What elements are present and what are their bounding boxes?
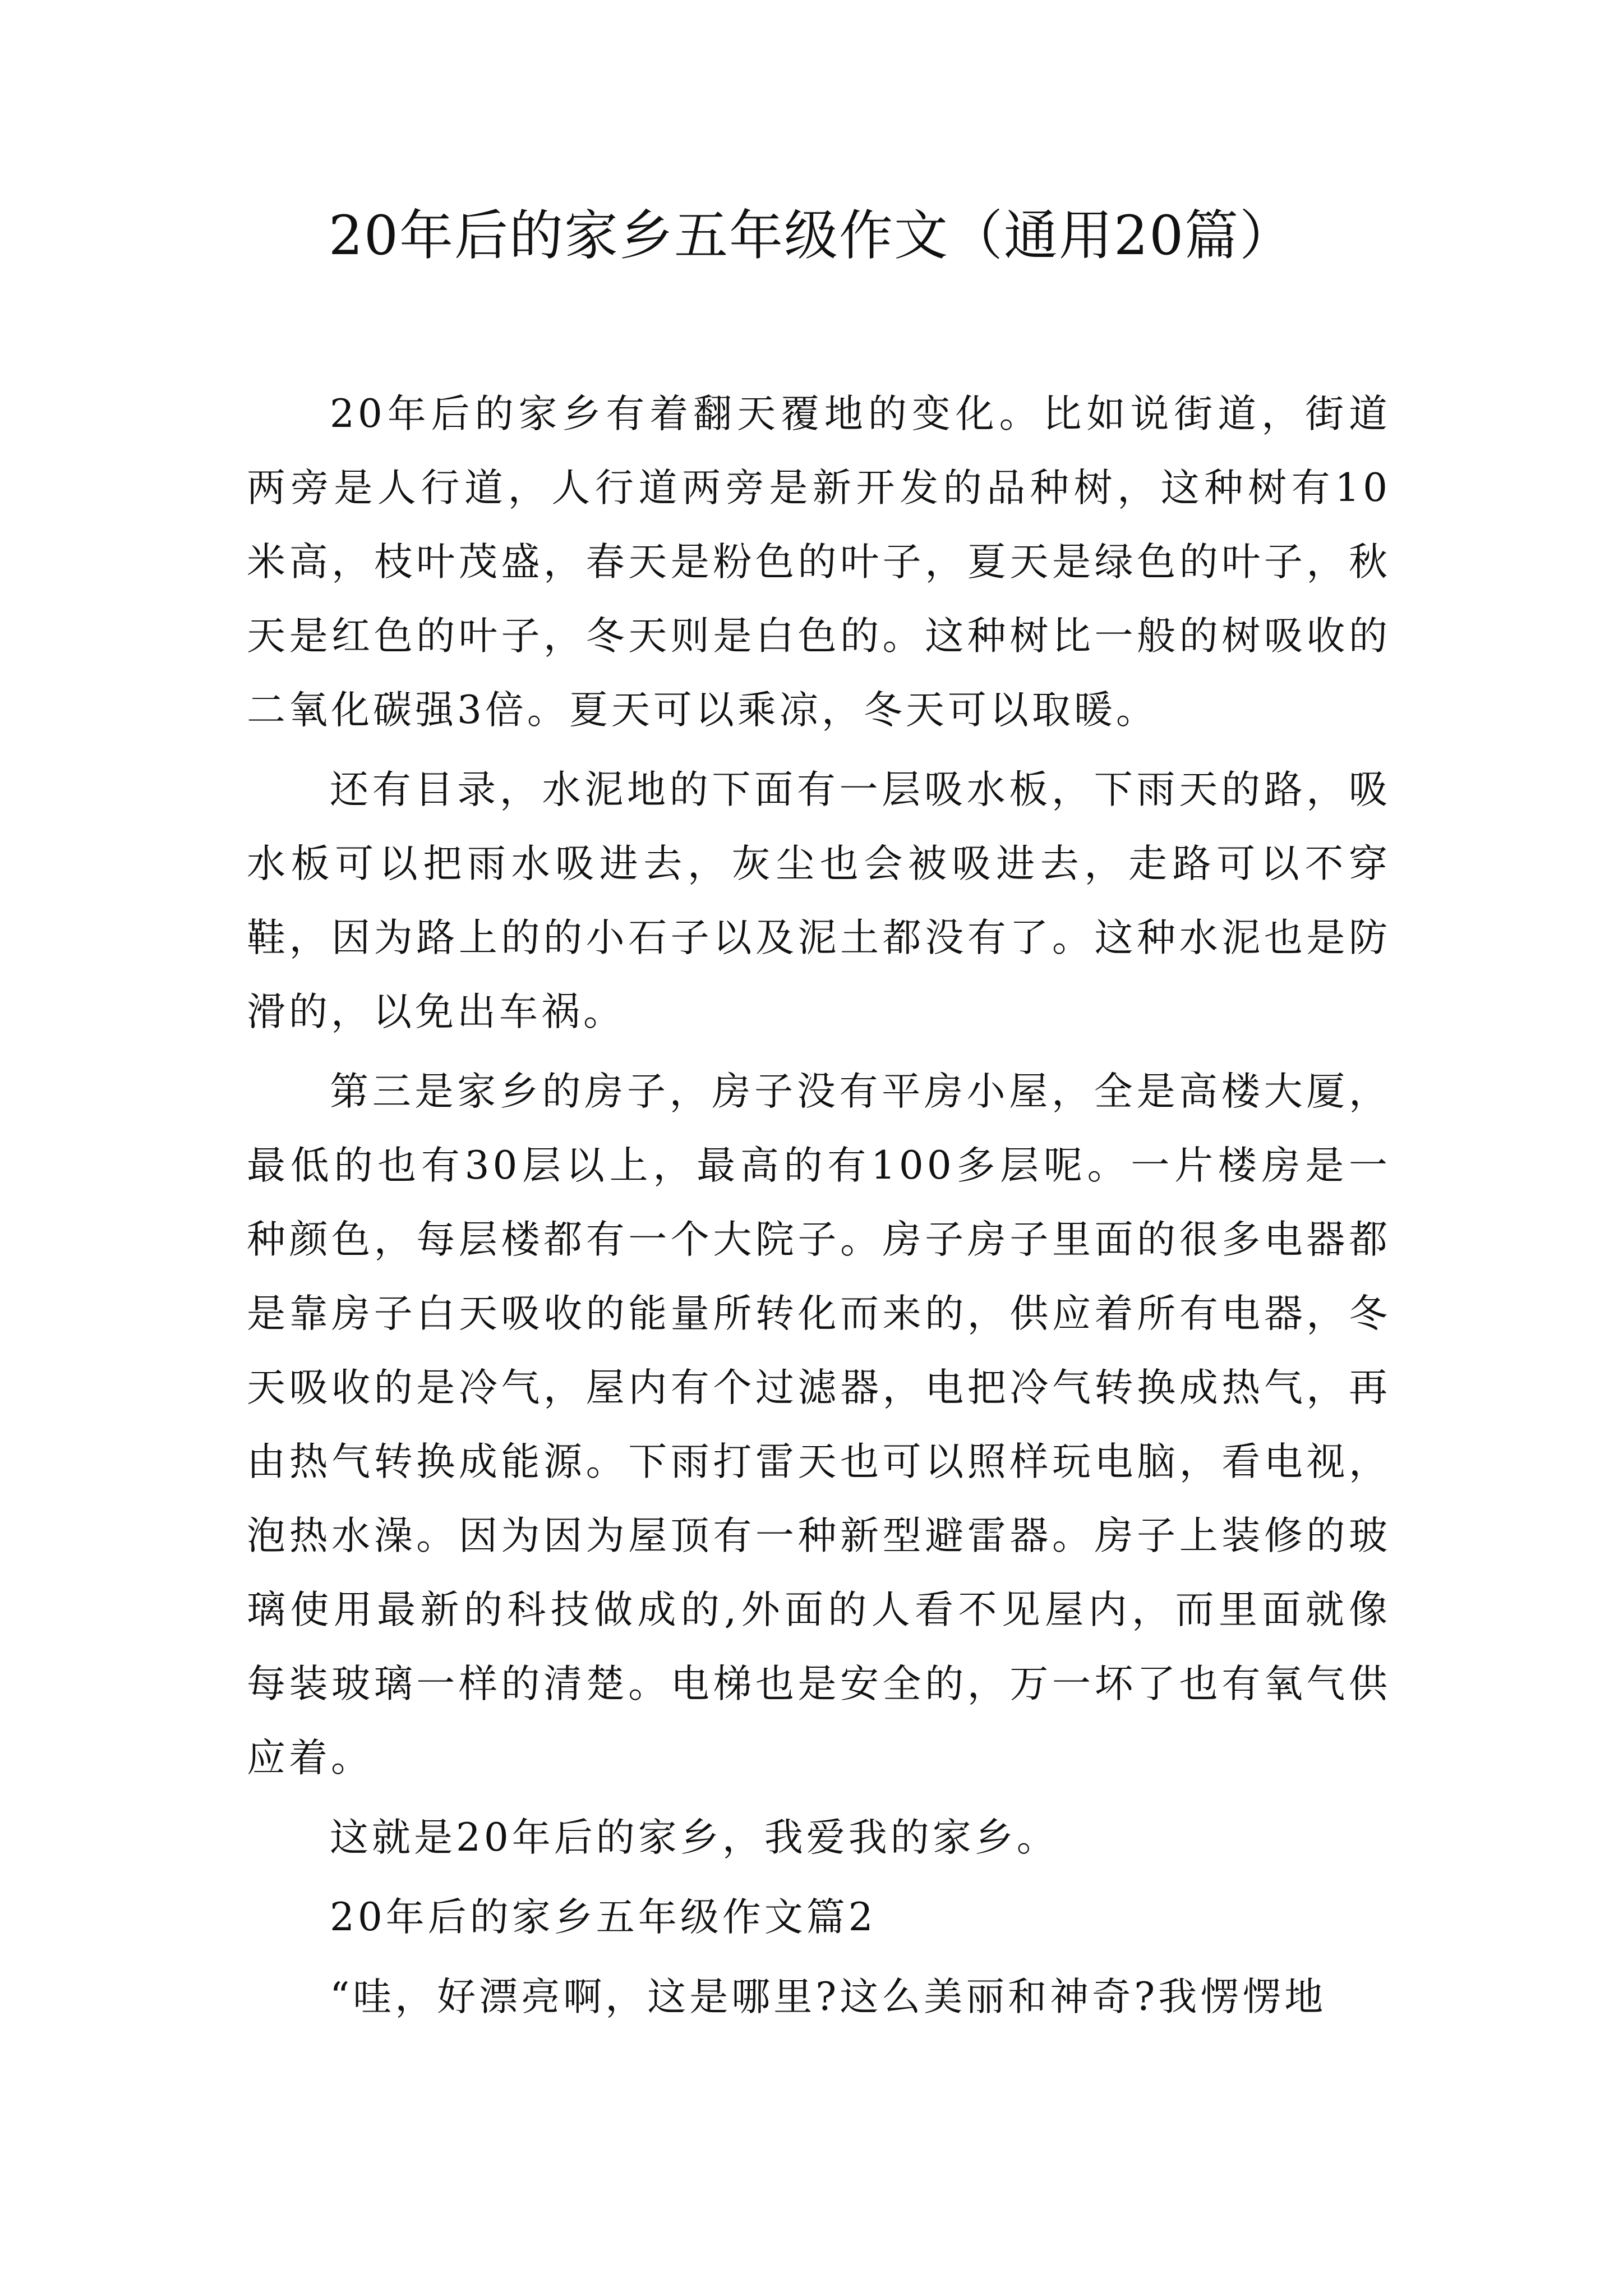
section-heading-2: 20年后的家乡五年级作文篇2 — [330, 1895, 877, 1940]
paragraph-5: “哇，好漂亮啊，这是哪里?这么美丽和神奇?我愣愣地 — [330, 1975, 1327, 2019]
paragraph-1: 20年后的家乡有着翻天覆地的变化。比如说街道，街道两旁是人行道，人行道两旁是新开发的品种树，这种树有10米高，枝叶茂盛，春天是粉色的叶子，夏天是绿色的叶子，秋天是红色的叶子，冬天则是白色的。这种树比一般的树吸收的二氧化碳强3倍。夏天可以乘凉，冬天可以取暖。 — [247, 392, 1391, 733]
document-title: 20年后的家乡五年级作文（通用20篇） — [328, 204, 1295, 267]
document-body — [247, 377, 1391, 2040]
paragraph-4: 这就是20年后的家乡，我爱我的家乡。 — [330, 1815, 1059, 1860]
paragraph-3: 第三是家乡的房子，房子没有平房小屋，全是高楼大厦，最低的也有30层以上，最高的有100多层呢。一片楼房是一种颜色，每层楼都有一个大院子。房子房子里面的很多电器都是靠房子白天吸收的能量所转化而来的，供应着所有电器，冬天吸收的是冷气，屋内有个过滤器，电把冷气转换成热气，再由热气转换成能源。下雨打雷天也可以照样玩电脑，看电视，泡热水澡。因为因为屋顶有一种新型避雷器。房子上装修的玻璃使用最新的科技做成的,外面的人看不见屋内，而里面就像每装玻璃一样的清楚。电梯也是安全的，万一坏了也有氧气供应着。 — [247, 1069, 1391, 1780]
paragraph-2: 还有目录，水泥地的下面有一层吸水板，下雨天的路，吸水板可以把雨水吸进去，灰尘也会被吸进去，走路可以不穿鞋，因为路上的的小石子以及泥土都没有了。这种水泥也是防滑的，以免出车祸。 — [247, 767, 1391, 1034]
